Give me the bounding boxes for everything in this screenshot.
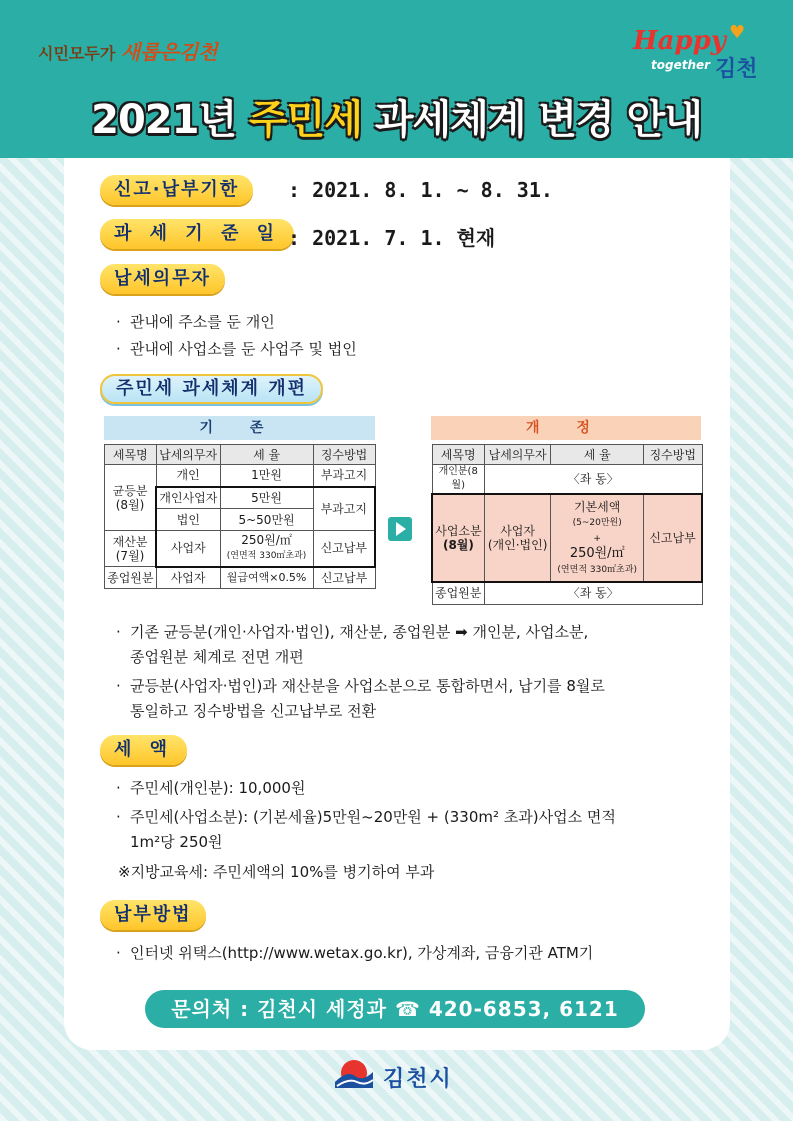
- footer-org-name: 김천시: [383, 1067, 453, 1092]
- old-table-heading: 기 존: [104, 416, 375, 440]
- slogan: [38, 36, 217, 65]
- table-cell: 사업자: [156, 531, 220, 567]
- logo-happy-text: Happy: [633, 26, 726, 56]
- table-header: 납세의무자: [156, 445, 220, 465]
- payment-heading: 납부방법: [100, 900, 206, 930]
- table-cell: 신고납부: [644, 494, 702, 582]
- list-item-continuation: 통일하고 징수방법을 신고납부로 전환: [130, 702, 377, 720]
- table-cell: 신고납부: [313, 567, 375, 589]
- table-cell: 〈좌 동〉: [484, 465, 702, 495]
- table-cell: 월급여액×0.5%: [220, 567, 313, 589]
- table-cell: 재산분 (7월): [105, 531, 157, 567]
- title-highlight: 주민세: [249, 97, 362, 143]
- table-header: 세목명: [105, 445, 157, 465]
- table-cell: 기본세액 (5~20만원) + 250원/㎡ (연면적 330㎡초과): [551, 494, 644, 582]
- deadline-value: : 2021. 8. 1. ~ 8. 31.: [288, 178, 553, 202]
- table-cell: 1만원: [220, 465, 313, 487]
- logo-city-text: 김천: [715, 57, 758, 82]
- slogan-highlight: 새롭은김천: [120, 40, 218, 64]
- table-cell: 균등분 (8월): [105, 465, 157, 531]
- table-cell: 종업원분: [432, 582, 484, 604]
- heart-icon: ♥: [729, 22, 746, 43]
- education-tax-note: ※지방교육세: 주민세액의 10%를 병기하여 부과: [118, 863, 435, 881]
- logo-together-text: together: [651, 58, 711, 72]
- tax-amount-heading: 세 액: [100, 735, 187, 765]
- page-title: 2021년 주민세 과세체계 변경 안내: [91, 97, 702, 143]
- list-item-continuation: 종업원분 체계로 전면 개편: [130, 648, 304, 666]
- table-cell: 5만원: [220, 487, 313, 509]
- list-item: · 인터넷 위택스(http://www.wetax.go.kr), 가상계좌, 금융기관 ATM기: [116, 944, 594, 962]
- list-item: · 관내에 사업소를 둔 사업주 및 법인: [116, 340, 357, 358]
- deadline-label: 신고·납부기한: [100, 175, 253, 205]
- table-cell: 개인: [156, 465, 220, 487]
- taxpayer-heading: 납세의무자: [100, 264, 225, 294]
- new-tax-table: [431, 444, 703, 605]
- table-header: 납세의무자: [484, 445, 550, 465]
- list-item-continuation: 1m²당 250원: [130, 833, 223, 851]
- table-header: 징수방법: [313, 445, 375, 465]
- table-cell: 신고납부: [313, 531, 375, 567]
- contact-banner: 문의처 : 김천시 세정과 ☎ 420-6853, 6121: [145, 990, 645, 1028]
- table-cell: 개인분(8월): [432, 465, 484, 495]
- table-cell: 250원/㎡ (연면적 330㎡초과): [220, 531, 313, 567]
- table-cell: 개인사업자: [156, 487, 220, 509]
- table-cell: 5~50만원: [220, 509, 313, 531]
- list-item: · 기존 균등분(개인·사업자·법인), 재산분, 종업원분 ➡ 개인분, 사업소분,: [116, 623, 589, 641]
- city-logo: [633, 22, 763, 82]
- list-item: · 주민세(사업소분): (기본세율)5만원~20만원 + (330m² 초과)사업소 면적: [116, 808, 616, 826]
- table-header: 세 율: [220, 445, 313, 465]
- table-cell: 사업소분 (8월): [432, 494, 484, 582]
- table-cell: 종업원분: [105, 567, 157, 589]
- old-tax-table: [104, 444, 376, 589]
- basis-date-value: : 2021. 7. 1. 현재: [288, 226, 496, 250]
- list-item: · 주민세(개인분): 10,000원: [116, 779, 306, 797]
- table-cell: 부과고지: [313, 487, 375, 531]
- list-item: · 균등분(사업자·법인)과 재산분을 사업소분으로 통합하면서, 납기를 8월로: [116, 677, 605, 695]
- reform-heading: 주민세 과세체계 개편: [100, 374, 323, 404]
- header-banner: [0, 0, 793, 158]
- table-cell: 〈좌 동〉: [484, 582, 702, 604]
- new-table-heading: 개 정: [431, 416, 701, 440]
- city-emblem-icon: [333, 1058, 375, 1088]
- table-cell: 법인: [156, 509, 220, 531]
- table-cell: 부과고지: [313, 465, 375, 487]
- arrow-right-icon: [388, 517, 412, 541]
- table-cell: 사업자: [156, 567, 220, 589]
- table-header: 징수방법: [644, 445, 702, 465]
- footer-logo: [333, 1058, 483, 1094]
- list-item: · 관내에 주소를 둔 개인: [116, 313, 275, 331]
- table-header: 세목명: [432, 445, 484, 465]
- basis-date-label: 과 세 기 준 일: [100, 219, 294, 249]
- table-cell: 사업자 (개인·법인): [484, 494, 550, 582]
- table-header: 세 율: [551, 445, 644, 465]
- slogan-prefix: 시민모두가: [38, 44, 116, 63]
